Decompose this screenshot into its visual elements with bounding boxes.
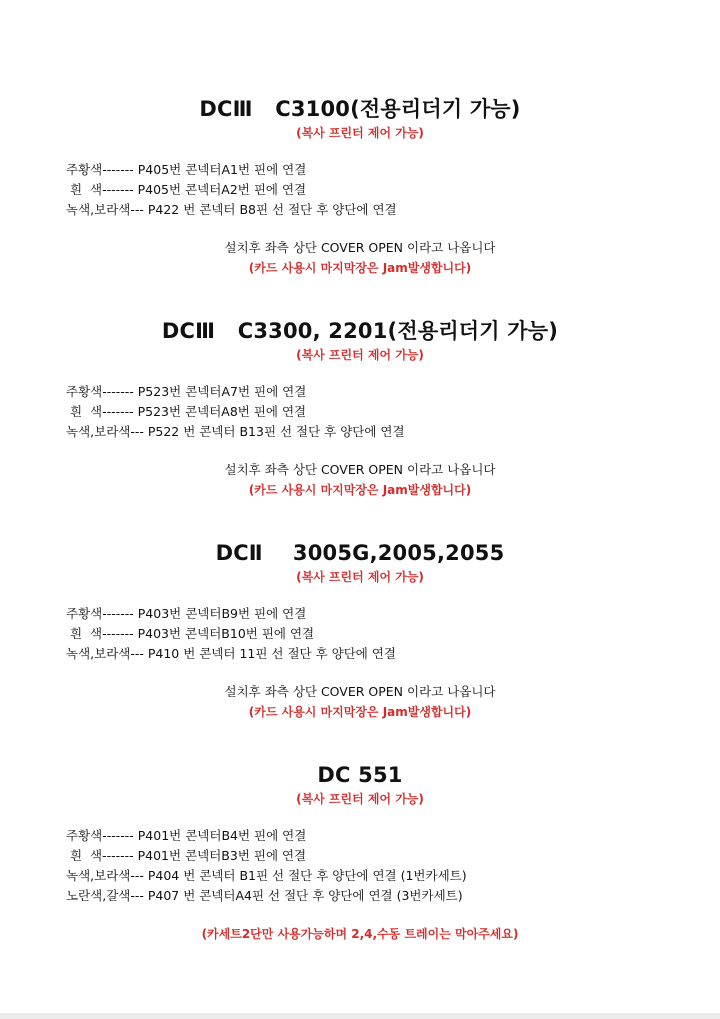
wiring-list [66, 382, 666, 442]
wiring-line: 주황색------- P405번 콘넥터A1번 핀에 연결 [66, 162, 307, 177]
wiring-line: 주황색------- P401번 콘넥터B4번 핀에 연결 [66, 828, 307, 843]
wiring-list [66, 826, 666, 906]
jam-warning: (카드 사용시 마지막장은 Jam발생합니다) [248, 705, 472, 719]
section-title: DCⅢ C3100(전용리더기 가능) [199, 97, 521, 121]
wiring-line: 흰 색------- P405번 콘넥터A2번 핀에 연결 [66, 182, 307, 197]
wiring-line: 흰 색------- P523번 콘넥터A8번 핀에 연결 [66, 404, 307, 419]
section-title: DCⅢ C3300, 2201(전용리더기 가능) [161, 319, 559, 343]
section-subtitle: (복사 프린터 제어 가능) [296, 570, 424, 584]
wiring-line: 노란색,갈색--- P407 번 콘넥터A4핀 선 절단 후 양단에 연결 (3번카세트) [66, 888, 463, 903]
wiring-line: 녹색,보라색--- P404 번 콘넥터 B1핀 선 절단 후 양단에 연결 (1번카세트) [66, 868, 467, 883]
wiring-line: 주황색------- P523번 콘넥터A7번 핀에 연결 [66, 384, 307, 399]
jam-warning: (카드 사용시 마지막장은 Jam발생합니다) [248, 483, 472, 497]
wiring-list [66, 604, 666, 664]
section-title: DC 551 [317, 763, 403, 787]
section-title: DCⅡ 3005G,2005,2055 [215, 541, 505, 565]
wiring-list [66, 160, 666, 220]
wiring-line: 녹색,보라색--- P410 번 콘넥터 11핀 선 절단 후 양단에 연결 [66, 646, 396, 661]
wiring-line: 흰 색------- P403번 콘넥터B10번 핀에 연결 [66, 626, 315, 641]
install-note: 설치후 좌측 상단 COVER OPEN 이라고 나옵니다 [224, 462, 496, 477]
section-subtitle: (복사 프린터 제어 가능) [296, 126, 424, 140]
wiring-line: 녹색,보라색--- P422 번 콘넥터 B8핀 선 절단 후 양단에 연결 [66, 202, 397, 217]
section-subtitle: (복사 프린터 제어 가능) [296, 348, 424, 362]
install-note: 설치후 좌측 상단 COVER OPEN 이라고 나옵니다 [224, 240, 496, 255]
jam-warning: (카드 사용시 마지막장은 Jam발생합니다) [248, 261, 472, 275]
section-subtitle: (복사 프린터 제어 가능) [296, 792, 424, 806]
tray-warning: (카세트2단만 사용가능하며 2,4,수동 트레이는 막아주세요) [201, 927, 519, 941]
wiring-line: 녹색,보라색--- P522 번 콘넥터 B13핀 선 절단 후 양단에 연결 [66, 424, 405, 439]
install-note: 설치후 좌측 상단 COVER OPEN 이라고 나옵니다 [224, 684, 496, 699]
wiring-line: 주황색------- P403번 콘넥터B9번 핀에 연결 [66, 606, 307, 621]
wiring-line: 흰 색------- P401번 콘넥터B3번 핀에 연결 [66, 848, 307, 863]
page-bottom-edge [0, 1013, 720, 1019]
